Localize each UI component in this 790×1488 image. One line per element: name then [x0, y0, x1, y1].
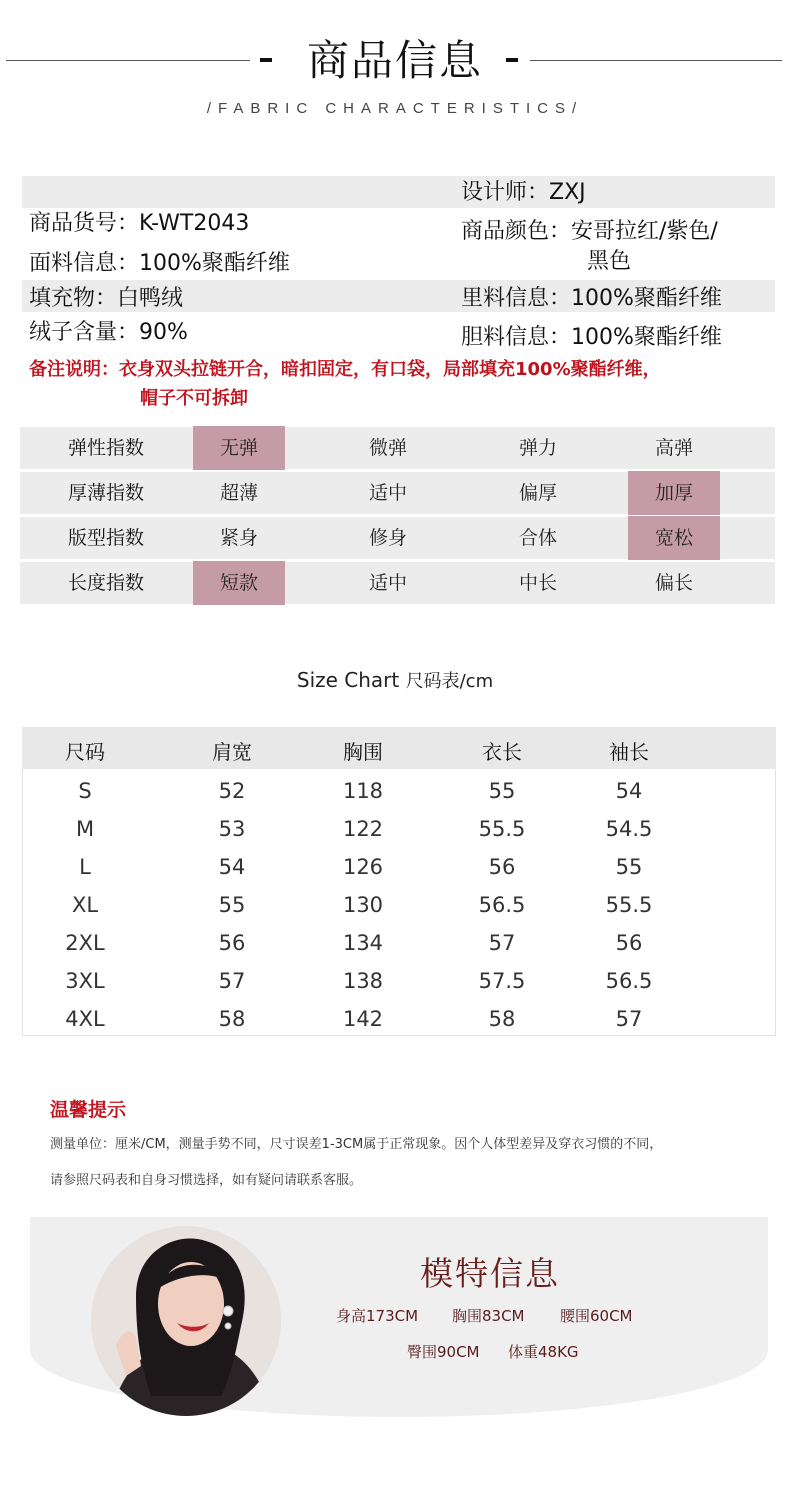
size-chart-cell: 56.5: [605, 969, 653, 993]
size-chart-cell: 54: [218, 855, 246, 879]
model-avatar: [91, 1226, 281, 1416]
model-weight: 体重48KG: [508, 1343, 579, 1361]
index-row-label: 版型指数: [67, 527, 144, 549]
index-option: 偏长: [654, 572, 693, 594]
size-chart-cell: 134: [342, 931, 384, 955]
index-option: 合体: [518, 527, 557, 549]
size-chart-cell: 55: [218, 893, 246, 917]
index-row-label: 厚薄指数: [67, 482, 144, 504]
size-chart-cell: 57: [218, 969, 246, 993]
tips-line-1: 测量单位：厘米/CM，测量手势不同，尺寸误差1-3CM属于正常现象。因个人体型差异及穿衣习惯的不同，: [50, 1137, 663, 1152]
index-option: 适中: [368, 572, 407, 594]
size-chart-cell: 55: [615, 855, 643, 879]
size-chart-cell: 55: [488, 779, 516, 803]
index-option: 微弹: [368, 437, 407, 459]
note-line-2: 帽子不可拆卸: [140, 388, 248, 409]
size-chart-header-cell: 尺码: [65, 740, 105, 764]
size-chart-size-label: S: [78, 779, 92, 803]
index-option: 中长: [518, 572, 557, 594]
index-row: [20, 562, 775, 604]
size-chart-cell: 52: [218, 779, 246, 803]
info-color-cont: 黑色: [587, 249, 632, 274]
size-chart-cell: 57: [615, 1007, 643, 1031]
page-title: 商品信息: [306, 36, 483, 85]
info-item-no: 商品货号：K-WT2043: [29, 211, 250, 236]
size-chart-header-cell: 肩宽: [212, 740, 252, 764]
size-chart-title-zh: 尺码表/cm: [405, 671, 494, 692]
size-chart-size-label: 3XL: [65, 969, 105, 993]
index-option: 修身: [368, 527, 407, 549]
info-filling: 填充物：白鸭绒: [29, 286, 184, 311]
index-option: 高弹: [654, 437, 693, 459]
page-subtitle: /FABRIC CHARACTERISTICS/: [206, 100, 584, 117]
info-designer: 设计师：ZXJ: [461, 180, 586, 205]
index-option: 紧身: [219, 527, 258, 549]
size-chart-size-label: 4XL: [65, 1007, 105, 1031]
size-chart-cell: 55.5: [478, 817, 526, 841]
size-chart-cell: 138: [342, 969, 384, 993]
tips-line-2: 请参照尺码表和自身习惯选择，如有疑问请联系客服。: [50, 1173, 363, 1188]
size-chart-cell: 130: [342, 893, 384, 917]
info-inner: 胆料信息：100%聚酯纤维: [461, 325, 722, 350]
info-down-content: 绒子含量：90%: [29, 320, 188, 345]
info-band: [22, 176, 775, 208]
index-row-label: 长度指数: [67, 572, 144, 594]
index-row-label: 弹性指数: [67, 437, 144, 459]
tips-title: 温馨提示: [50, 1099, 127, 1121]
index-option-selected: 宽松: [628, 516, 720, 560]
index-option: 偏厚: [518, 482, 557, 504]
size-chart-header-cell: 衣长: [482, 740, 522, 764]
index-row: [20, 517, 775, 559]
size-chart-header-cell: 胸围: [343, 740, 383, 764]
size-chart-cell: 126: [342, 855, 384, 879]
index-option: 超薄: [219, 482, 258, 504]
size-chart-title: [0, 667, 790, 693]
model-height: 身高173CM: [336, 1307, 419, 1325]
header-rule-right: [530, 60, 782, 61]
model-bust: 胸围83CM: [452, 1307, 525, 1325]
index-option: 适中: [368, 482, 407, 504]
size-chart-size-label: 2XL: [65, 931, 105, 955]
index-option-selected: 无弹: [193, 426, 285, 470]
size-chart-cell: 58: [488, 1007, 516, 1031]
size-chart-cell: 57.5: [478, 969, 526, 993]
model-waist: 腰围60CM: [560, 1307, 633, 1325]
size-chart-cell: 53: [218, 817, 246, 841]
size-chart-cell: 56: [218, 931, 246, 955]
info-fabric: 面料信息：100%聚酯纤维: [29, 251, 290, 276]
model-photo: [91, 1226, 281, 1416]
size-chart-cell: 54: [615, 779, 643, 803]
size-chart-size-label: L: [79, 855, 91, 879]
size-chart-cell: 56: [488, 855, 516, 879]
header-dash-right: [506, 58, 518, 62]
index-row: [20, 427, 775, 469]
size-chart-cell: 58: [218, 1007, 246, 1031]
index-option: 弹力: [518, 437, 557, 459]
size-chart-header-cell: 袖长: [609, 740, 649, 764]
size-chart-cell: 54.5: [605, 817, 653, 841]
model-title: 模特信息: [420, 1254, 560, 1293]
size-chart-title-en: Size Chart: [296, 668, 400, 692]
size-chart-cell: 57: [488, 931, 516, 955]
size-chart-cell: 56: [615, 931, 643, 955]
note-line-1: 备注说明：衣身双头拉链开合，暗扣固定，有口袋，局部填充100%聚酯纤维，: [29, 359, 661, 380]
index-option-selected: 加厚: [628, 471, 720, 515]
size-chart-cell: 118: [342, 779, 384, 803]
info-lining: 里料信息：100%聚酯纤维: [461, 286, 722, 311]
info-color: 商品颜色：安哥拉红/紫色/: [461, 219, 718, 244]
size-chart-cell: 56.5: [478, 893, 526, 917]
size-chart-cell: 122: [342, 817, 384, 841]
model-hip: 臀围90CM: [407, 1343, 480, 1361]
size-chart-size-label: M: [75, 817, 95, 841]
size-chart-cell: 55.5: [605, 893, 653, 917]
size-chart-cell: 142: [342, 1007, 384, 1031]
index-row: [20, 472, 775, 514]
size-chart-size-label: XL: [71, 893, 99, 917]
index-option-selected: 短款: [193, 561, 285, 605]
